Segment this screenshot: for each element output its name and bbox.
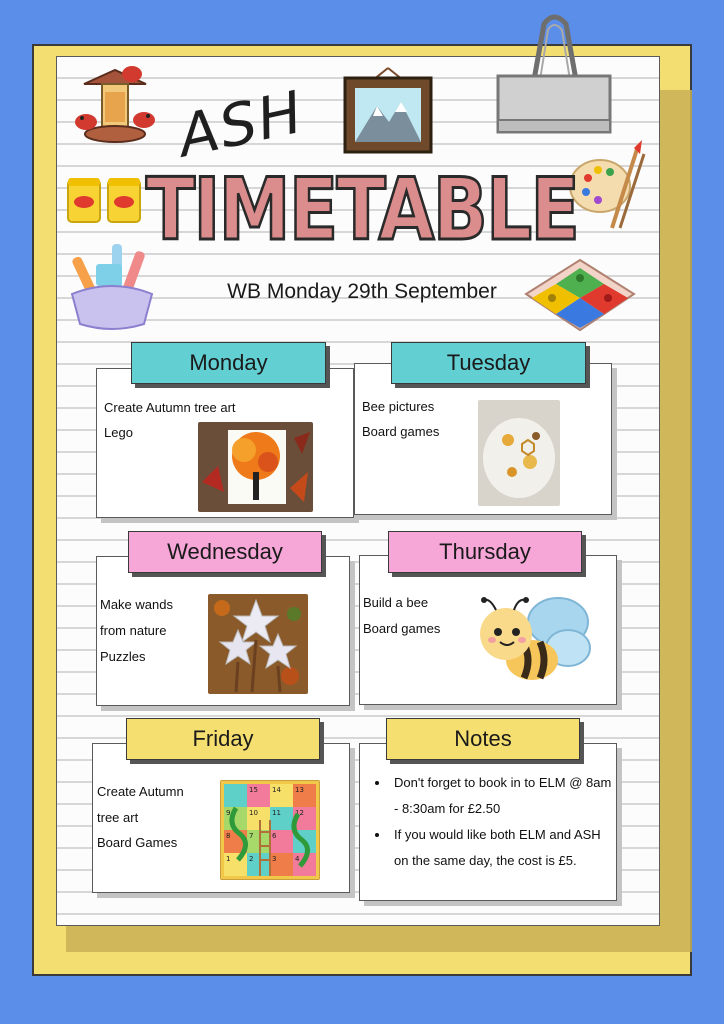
notes-list	[376, 770, 618, 874]
thursday-tag: Thursday	[388, 531, 582, 573]
friday-line: tree art	[97, 810, 139, 825]
framed-picture-icon	[343, 66, 433, 154]
board-number: 10	[249, 809, 258, 817]
tuesday-tag: Tuesday	[391, 342, 586, 384]
board-number: 7	[249, 832, 254, 840]
friday-line: Create Autumn	[97, 784, 184, 799]
nature-wands-photo	[208, 594, 308, 694]
bee-pictures-photo	[478, 400, 560, 506]
tuesday-line: Board games	[362, 424, 440, 439]
page-title: TIMETABLE	[145, 160, 579, 260]
snakes-and-ladders-board	[220, 780, 320, 880]
notes-tag: Notes	[386, 718, 580, 760]
board-number: 5	[295, 832, 300, 840]
autumn-tree-art-photo	[198, 422, 313, 512]
board-number: 6	[272, 832, 277, 840]
board-number: 3	[272, 855, 277, 863]
friday-tag: Friday	[126, 718, 320, 760]
monday-line: Create Autumn tree art	[104, 400, 236, 415]
friday-line: Board Games	[97, 835, 178, 850]
board-number: 15	[249, 786, 258, 794]
board-number: 8	[226, 832, 231, 840]
binder-clip-icon	[494, 10, 614, 136]
monday-line: Lego	[104, 425, 133, 440]
board-number: 1	[226, 855, 231, 863]
note-item: • If you would like both ELM and ASH on the same day, the cost is £5.	[390, 822, 618, 874]
wednesday-line: from nature	[100, 623, 167, 638]
monday-tag: Monday	[131, 342, 326, 384]
board-number: 11	[272, 809, 281, 817]
wednesday-tag: Wednesday	[128, 531, 322, 573]
wednesday-line: Make wands	[100, 597, 173, 612]
board-number: 2	[249, 855, 254, 863]
board-number: 14	[272, 786, 281, 794]
note-item: • Don't forget to book in to ELM @ 8am - 8:30am for £2.50	[390, 770, 618, 822]
thursday-line: Board games	[363, 621, 441, 636]
bird-feeder-icon	[72, 62, 158, 150]
board-number: 9	[226, 809, 231, 817]
ash-heading: ASH	[172, 77, 310, 171]
wednesday-line: Puzzles	[100, 649, 146, 664]
thursday-line: Build a bee	[363, 595, 429, 610]
board-number: 4	[295, 855, 300, 863]
bee-icon	[470, 590, 594, 690]
board-number: 12	[295, 809, 304, 817]
week-subtitle: WB Monday 29th September	[227, 280, 497, 303]
tuesday-line: Bee pictures	[362, 399, 435, 414]
board-number: 13	[295, 786, 304, 794]
